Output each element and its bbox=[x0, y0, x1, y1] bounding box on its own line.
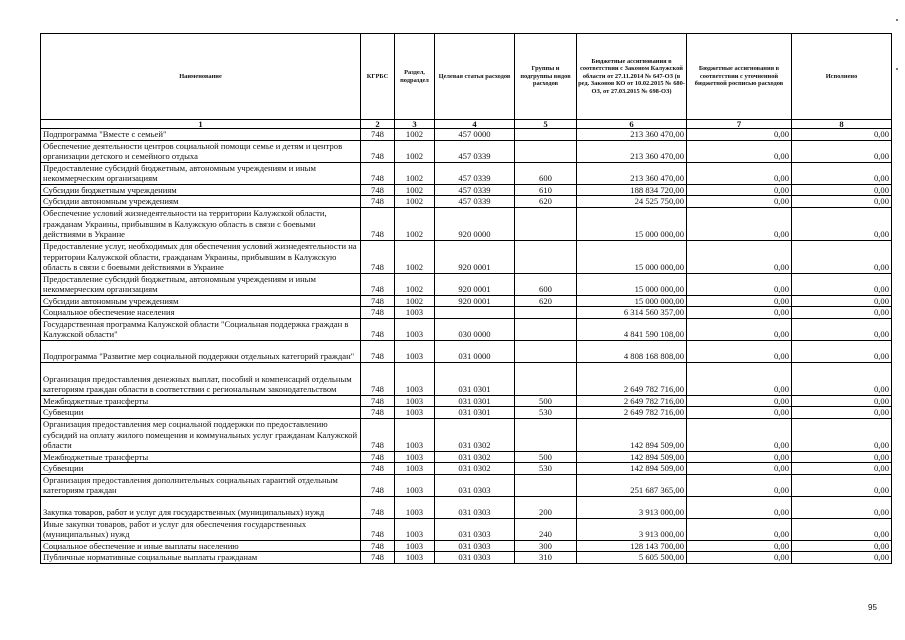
row-law-allocation: 2 649 782 716,00 bbox=[577, 395, 687, 407]
row-target: 031 0301 bbox=[435, 395, 515, 407]
row-group: 200 bbox=[515, 496, 577, 518]
row-name: Подпрограмма "Развитие мер социальной поддержки отдельных категорий граждан" bbox=[41, 340, 361, 362]
row-group bbox=[515, 474, 577, 496]
header-executed: Исполнено bbox=[792, 34, 892, 120]
header-name: Наименование bbox=[41, 34, 361, 120]
row-name: Организация предоставления дополнительных социальных гарантий отдельным категориям граждан bbox=[41, 474, 361, 496]
row-law-allocation: 3 913 000,00 bbox=[577, 518, 687, 540]
row-target: 031 0303 bbox=[435, 518, 515, 540]
row-law-allocation: 213 360 470,00 bbox=[577, 162, 687, 184]
row-section: 1003 bbox=[395, 463, 435, 475]
row-refined-allocation: 0,00 bbox=[687, 418, 792, 451]
row-law-allocation: 142 894 509,00 bbox=[577, 463, 687, 475]
row-law-allocation: 15 000 000,00 bbox=[577, 207, 687, 240]
table-row bbox=[41, 307, 892, 319]
row-refined-allocation: 0,00 bbox=[687, 552, 792, 564]
table-row bbox=[41, 407, 892, 419]
table-row bbox=[41, 463, 892, 475]
row-refined-allocation: 0,00 bbox=[687, 496, 792, 518]
row-name: Государственная программа Калужской области "Социальная поддержка граждан в Калужской области" bbox=[41, 318, 361, 340]
table-row bbox=[41, 451, 892, 463]
row-executed: 0,00 bbox=[792, 162, 892, 184]
row-section: 1003 bbox=[395, 451, 435, 463]
row-kgrbs: 748 bbox=[361, 552, 395, 564]
row-refined-allocation: 0,00 bbox=[687, 362, 792, 395]
table-row bbox=[41, 418, 892, 451]
row-kgrbs: 748 bbox=[361, 184, 395, 196]
row-executed: 0,00 bbox=[792, 307, 892, 319]
row-kgrbs: 748 bbox=[361, 407, 395, 419]
row-target: 031 0302 bbox=[435, 463, 515, 475]
row-group bbox=[515, 307, 577, 319]
row-executed: 0,00 bbox=[792, 273, 892, 295]
table-row bbox=[41, 474, 892, 496]
row-name: Социальное обеспечение населения bbox=[41, 307, 361, 319]
row-name: Предоставление субсидий бюджетным, автономным учреждениям и иным некоммерческим организациям bbox=[41, 273, 361, 295]
row-kgrbs: 748 bbox=[361, 518, 395, 540]
row-group bbox=[515, 240, 577, 273]
row-kgrbs: 748 bbox=[361, 540, 395, 552]
row-executed: 0,00 bbox=[792, 129, 892, 141]
row-refined-allocation: 0,00 bbox=[687, 451, 792, 463]
row-name: Межбюджетные трансферты bbox=[41, 395, 361, 407]
row-section: 1003 bbox=[395, 496, 435, 518]
row-law-allocation: 142 894 509,00 bbox=[577, 418, 687, 451]
row-target: 457 0339 bbox=[435, 184, 515, 196]
row-section: 1003 bbox=[395, 407, 435, 419]
row-name: Субвенции bbox=[41, 463, 361, 475]
row-group bbox=[515, 362, 577, 395]
row-section: 1003 bbox=[395, 552, 435, 564]
row-refined-allocation: 0,00 bbox=[687, 196, 792, 208]
row-kgrbs: 748 bbox=[361, 162, 395, 184]
table-row bbox=[41, 129, 892, 141]
row-law-allocation: 6 314 560 357,00 bbox=[577, 307, 687, 319]
table-row bbox=[41, 552, 892, 564]
row-executed: 0,00 bbox=[792, 496, 892, 518]
table-row bbox=[41, 540, 892, 552]
row-kgrbs: 748 bbox=[361, 395, 395, 407]
row-group: 530 bbox=[515, 463, 577, 475]
row-target: 031 0302 bbox=[435, 418, 515, 451]
row-executed: 0,00 bbox=[792, 540, 892, 552]
table-row bbox=[41, 162, 892, 184]
row-law-allocation: 213 360 470,00 bbox=[577, 129, 687, 141]
row-group bbox=[515, 207, 577, 240]
row-name: Межбюджетные трансферты bbox=[41, 451, 361, 463]
table-row bbox=[41, 207, 892, 240]
row-refined-allocation: 0,00 bbox=[687, 463, 792, 475]
row-kgrbs: 748 bbox=[361, 451, 395, 463]
table-row bbox=[41, 273, 892, 295]
table-row bbox=[41, 496, 892, 518]
row-kgrbs: 748 bbox=[361, 474, 395, 496]
row-kgrbs: 748 bbox=[361, 307, 395, 319]
row-name: Субсидии автономным учреждениям bbox=[41, 295, 361, 307]
table-row bbox=[41, 240, 892, 273]
row-section: 1003 bbox=[395, 340, 435, 362]
column-number: 6 bbox=[577, 120, 687, 129]
row-target: 031 0000 bbox=[435, 340, 515, 362]
row-name: Организация предоставления денежных выплат, пособий и компенсаций отдельным категориям граждан области в соответствии с региональным законодательством bbox=[41, 362, 361, 395]
row-refined-allocation: 0,00 bbox=[687, 474, 792, 496]
row-section: 1002 bbox=[395, 184, 435, 196]
row-kgrbs: 748 bbox=[361, 418, 395, 451]
row-refined-allocation: 0,00 bbox=[687, 240, 792, 273]
row-kgrbs: 748 bbox=[361, 463, 395, 475]
row-target: 031 0303 bbox=[435, 540, 515, 552]
row-target: 920 0001 bbox=[435, 295, 515, 307]
row-target: 031 0303 bbox=[435, 474, 515, 496]
row-kgrbs: 748 bbox=[361, 340, 395, 362]
row-executed: 0,00 bbox=[792, 552, 892, 564]
row-section: 1003 bbox=[395, 474, 435, 496]
column-number: 5 bbox=[515, 120, 577, 129]
row-refined-allocation: 0,00 bbox=[687, 129, 792, 141]
row-executed: 0,00 bbox=[792, 196, 892, 208]
row-target: 920 0001 bbox=[435, 273, 515, 295]
row-executed: 0,00 bbox=[792, 418, 892, 451]
row-target: 030 0000 bbox=[435, 318, 515, 340]
row-kgrbs: 748 bbox=[361, 129, 395, 141]
row-refined-allocation: 0,00 bbox=[687, 207, 792, 240]
row-name: Обеспечение деятельности центров социальной помощи семье и детям и центров организации детского и семейного отдыха bbox=[41, 140, 361, 162]
row-kgrbs: 748 bbox=[361, 496, 395, 518]
row-group: 300 bbox=[515, 540, 577, 552]
row-refined-allocation: 0,00 bbox=[687, 184, 792, 196]
row-name: Обеспечение условий жизнедеятельности на территории Калужской области, гражданам Украины, прибывшим в Калужскую область в связи с боевыми действиями в Украине bbox=[41, 207, 361, 240]
row-target: 031 0303 bbox=[435, 496, 515, 518]
row-refined-allocation: 0,00 bbox=[687, 395, 792, 407]
row-name: Иные закупки товаров, работ и услуг для обеспечения государственных (муниципальных) нужд bbox=[41, 518, 361, 540]
row-kgrbs: 748 bbox=[361, 140, 395, 162]
row-law-allocation: 15 000 000,00 bbox=[577, 295, 687, 307]
row-section: 1002 bbox=[395, 295, 435, 307]
row-section: 1002 bbox=[395, 273, 435, 295]
row-law-allocation: 15 000 000,00 bbox=[577, 273, 687, 295]
row-group: 600 bbox=[515, 162, 577, 184]
row-kgrbs: 748 bbox=[361, 318, 395, 340]
column-number: 1 bbox=[41, 120, 361, 129]
header-law-allocations: Бюджетные ассигнования в соответствии с Законом Калужской области от 27.11.2014 № 647-ОЗ (в ред. Законов КО от 10.02.2015 № 680-ОЗ, от 27.03.2015 № 698-ОЗ) bbox=[577, 34, 687, 120]
header-refined-allocations: Бюджетные ассигнования в соответствии с уточненной бюджетной росписью расходов bbox=[687, 34, 792, 120]
row-executed: 0,00 bbox=[792, 362, 892, 395]
table-row bbox=[41, 196, 892, 208]
row-refined-allocation: 0,00 bbox=[687, 307, 792, 319]
row-executed: 0,00 bbox=[792, 240, 892, 273]
row-executed: 0,00 bbox=[792, 474, 892, 496]
table-row bbox=[41, 395, 892, 407]
row-refined-allocation: 0,00 bbox=[687, 318, 792, 340]
row-kgrbs: 748 bbox=[361, 362, 395, 395]
row-law-allocation: 188 834 720,00 bbox=[577, 184, 687, 196]
row-executed: 0,00 bbox=[792, 395, 892, 407]
row-target: 031 0302 bbox=[435, 451, 515, 463]
column-number-row bbox=[41, 120, 892, 129]
table-row bbox=[41, 362, 892, 395]
row-executed: 0,00 bbox=[792, 518, 892, 540]
row-kgrbs: 748 bbox=[361, 196, 395, 208]
header-row bbox=[41, 34, 892, 120]
table-row bbox=[41, 340, 892, 362]
row-refined-allocation: 0,00 bbox=[687, 540, 792, 552]
row-section: 1003 bbox=[395, 418, 435, 451]
row-group: 310 bbox=[515, 552, 577, 564]
row-law-allocation: 3 913 000,00 bbox=[577, 496, 687, 518]
row-section: 1002 bbox=[395, 129, 435, 141]
row-section: 1002 bbox=[395, 140, 435, 162]
table-row bbox=[41, 184, 892, 196]
row-refined-allocation: 0,00 bbox=[687, 140, 792, 162]
row-group: 500 bbox=[515, 451, 577, 463]
row-section: 1003 bbox=[395, 518, 435, 540]
row-name: Субсидии бюджетным учреждениям bbox=[41, 184, 361, 196]
row-executed: 0,00 bbox=[792, 407, 892, 419]
row-law-allocation: 251 687 365,00 bbox=[577, 474, 687, 496]
row-group bbox=[515, 140, 577, 162]
row-name: Предоставление услуг, необходимых для обеспечения условий жизнедеятельности на территории Калужской области, гражданам Украины, прибывшим в Калужскую область в связи с боевыми действиями в Украине bbox=[41, 240, 361, 273]
row-target: 457 0339 bbox=[435, 140, 515, 162]
column-number: 3 bbox=[395, 120, 435, 129]
row-name: Публичные нормативные социальные выплаты гражданам bbox=[41, 552, 361, 564]
row-name: Субвенции bbox=[41, 407, 361, 419]
row-name: Подпрограмма "Вместе с семьей" bbox=[41, 129, 361, 141]
row-refined-allocation: 0,00 bbox=[687, 518, 792, 540]
row-group bbox=[515, 340, 577, 362]
row-group: 620 bbox=[515, 196, 577, 208]
row-executed: 0,00 bbox=[792, 184, 892, 196]
row-executed: 0,00 bbox=[792, 140, 892, 162]
page-number: 95 bbox=[868, 603, 877, 612]
row-kgrbs: 748 bbox=[361, 295, 395, 307]
row-target: 031 0301 bbox=[435, 362, 515, 395]
row-group: 240 bbox=[515, 518, 577, 540]
row-name: Субсидии автономным учреждениям bbox=[41, 196, 361, 208]
row-kgrbs: 748 bbox=[361, 240, 395, 273]
row-section: 1002 bbox=[395, 207, 435, 240]
row-group: 530 bbox=[515, 407, 577, 419]
row-refined-allocation: 0,00 bbox=[687, 407, 792, 419]
row-target: 457 0339 bbox=[435, 196, 515, 208]
row-target: 031 0301 bbox=[435, 407, 515, 419]
row-executed: 0,00 bbox=[792, 318, 892, 340]
row-group bbox=[515, 129, 577, 141]
row-target: 457 0339 bbox=[435, 162, 515, 184]
row-group: 600 bbox=[515, 273, 577, 295]
row-kgrbs: 748 bbox=[361, 207, 395, 240]
table-row bbox=[41, 295, 892, 307]
row-section: 1003 bbox=[395, 540, 435, 552]
row-name: Предоставление субсидий бюджетным, автономным учреждениям и иным некоммерческим организациям bbox=[41, 162, 361, 184]
row-section: 1003 bbox=[395, 307, 435, 319]
row-law-allocation: 142 894 509,00 bbox=[577, 451, 687, 463]
header-kgrbs: КГРБС bbox=[361, 34, 395, 120]
row-law-allocation: 24 525 750,00 bbox=[577, 196, 687, 208]
row-executed: 0,00 bbox=[792, 340, 892, 362]
row-law-allocation: 4 841 590 108,00 bbox=[577, 318, 687, 340]
row-name: Организация предоставления мер социальной поддержки по предоставлению субсидий на оплату жилого помещения и коммунальных услуг гражданам Калужской области bbox=[41, 418, 361, 451]
row-target: 457 0000 bbox=[435, 129, 515, 141]
row-group: 620 bbox=[515, 295, 577, 307]
row-group bbox=[515, 318, 577, 340]
scan-mark bbox=[896, 68, 898, 70]
table-row bbox=[41, 318, 892, 340]
column-number: 2 bbox=[361, 120, 395, 129]
header-target: Целевая статья расходов bbox=[435, 34, 515, 120]
row-law-allocation: 15 000 000,00 bbox=[577, 240, 687, 273]
table-body bbox=[41, 129, 892, 564]
column-number: 7 bbox=[687, 120, 792, 129]
budget-table bbox=[40, 33, 892, 564]
row-target: 031 0303 bbox=[435, 552, 515, 564]
row-refined-allocation: 0,00 bbox=[687, 273, 792, 295]
row-executed: 0,00 bbox=[792, 207, 892, 240]
row-section: 1002 bbox=[395, 196, 435, 208]
scan-mark bbox=[896, 19, 898, 21]
row-law-allocation: 5 605 500,00 bbox=[577, 552, 687, 564]
row-target: 920 0001 bbox=[435, 240, 515, 273]
row-target bbox=[435, 307, 515, 319]
row-name: Закупка товаров, работ и услуг для государственных (муниципальных) нужд bbox=[41, 496, 361, 518]
header-groups: Группы и подгруппы видов расходов bbox=[515, 34, 577, 120]
row-section: 1003 bbox=[395, 395, 435, 407]
row-kgrbs: 748 bbox=[361, 273, 395, 295]
row-section: 1002 bbox=[395, 162, 435, 184]
row-law-allocation: 2 649 782 716,00 bbox=[577, 407, 687, 419]
table-row bbox=[41, 518, 892, 540]
row-section: 1003 bbox=[395, 362, 435, 395]
row-name: Социальное обеспечение и иные выплаты населению bbox=[41, 540, 361, 552]
row-group: 610 bbox=[515, 184, 577, 196]
row-refined-allocation: 0,00 bbox=[687, 295, 792, 307]
column-number: 4 bbox=[435, 120, 515, 129]
row-executed: 0,00 bbox=[792, 451, 892, 463]
row-target: 920 0000 bbox=[435, 207, 515, 240]
row-group bbox=[515, 418, 577, 451]
row-executed: 0,00 bbox=[792, 295, 892, 307]
row-law-allocation: 4 808 168 808,00 bbox=[577, 340, 687, 362]
row-group: 500 bbox=[515, 395, 577, 407]
row-refined-allocation: 0,00 bbox=[687, 340, 792, 362]
row-section: 1002 bbox=[395, 240, 435, 273]
table-row bbox=[41, 140, 892, 162]
row-law-allocation: 128 143 700,00 bbox=[577, 540, 687, 552]
row-law-allocation: 213 360 470,00 bbox=[577, 140, 687, 162]
row-section: 1003 bbox=[395, 318, 435, 340]
row-law-allocation: 2 649 782 716,00 bbox=[577, 362, 687, 395]
row-refined-allocation: 0,00 bbox=[687, 162, 792, 184]
column-number: 8 bbox=[792, 120, 892, 129]
header-section: Раздел, подраздел bbox=[395, 34, 435, 120]
row-executed: 0,00 bbox=[792, 463, 892, 475]
